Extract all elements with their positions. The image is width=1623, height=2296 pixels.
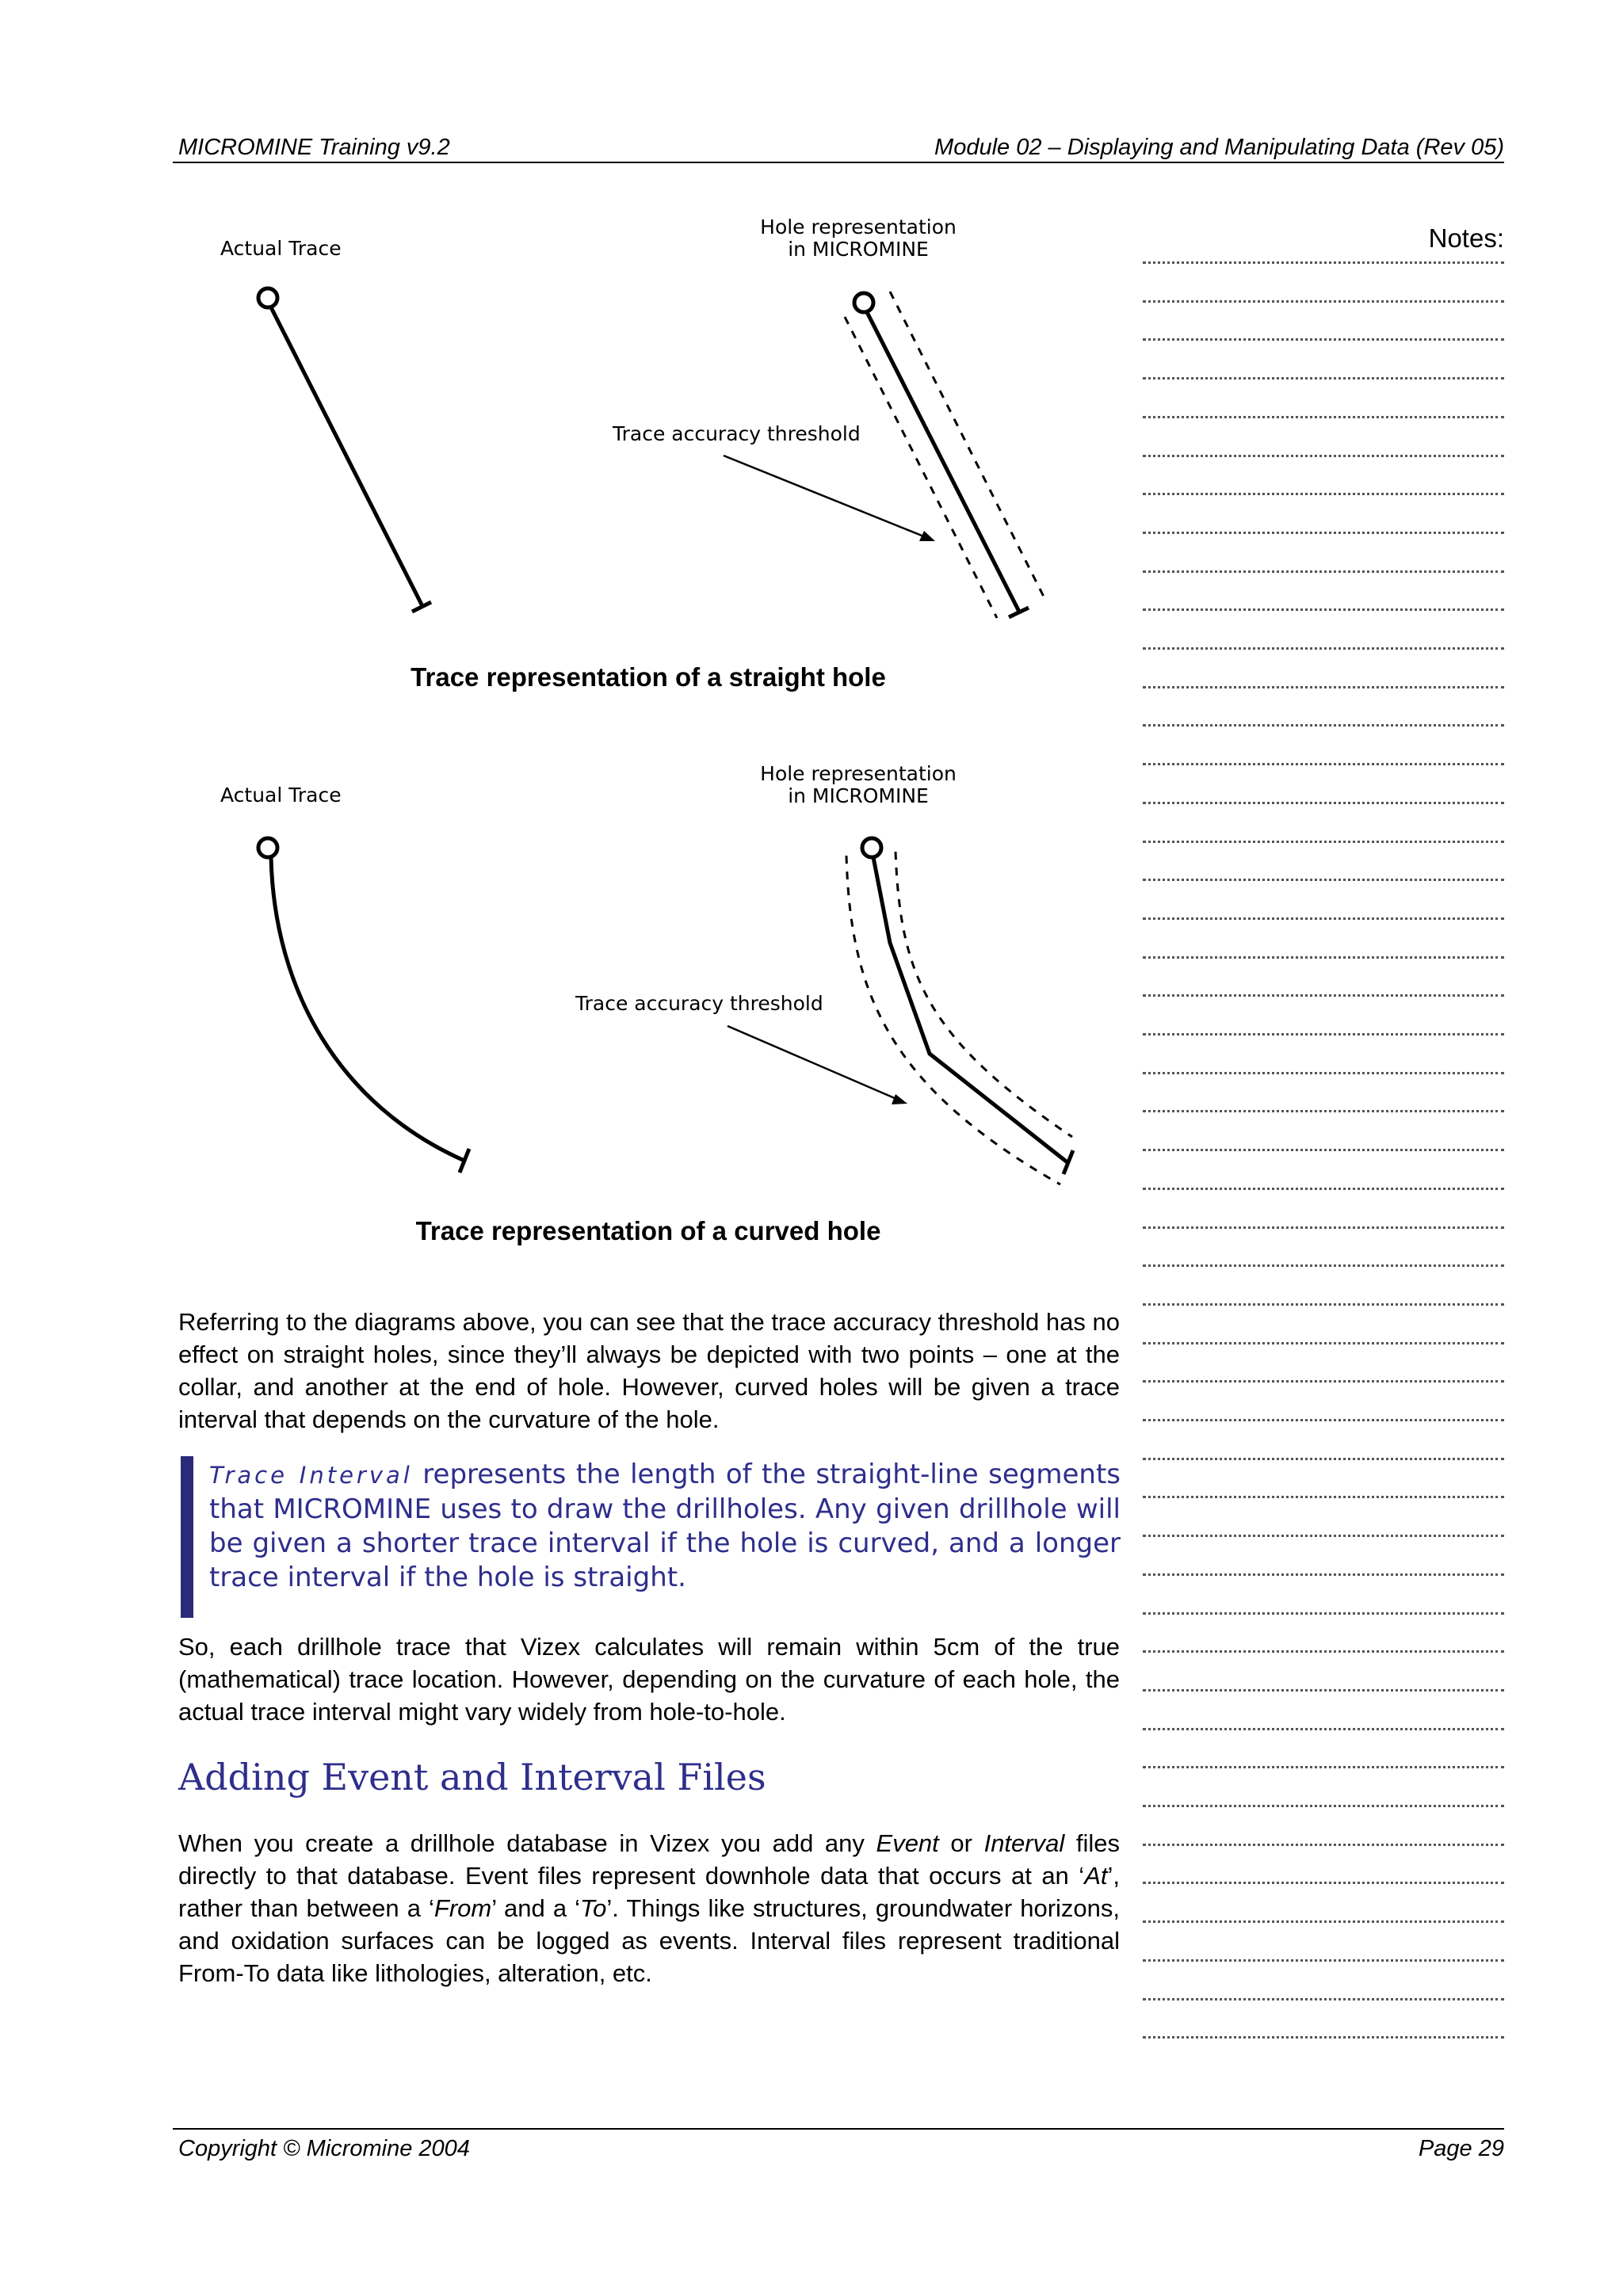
notes-line [1143,1264,1504,1267]
notes-line [1143,956,1504,959]
p3-event: Event [876,1829,939,1857]
notes-line [1143,1573,1504,1576]
p3-text-c: files directly to that database. Event files represent downhole data that occurs at an ‘ [178,1829,1120,1890]
p3-interval: Interval [983,1829,1065,1857]
notes-line [1143,1226,1504,1229]
notes-line [1143,994,1504,997]
notes-line [1143,1496,1504,1498]
curved-threshold-arrow [727,1026,907,1104]
straight-actual-label: Actual Trace [220,237,342,260]
notes-line [1143,763,1504,765]
notes-line [1143,1149,1504,1151]
notes-line [1143,1342,1504,1344]
curved-actual-trace [258,838,469,1173]
notes-line [1143,1419,1504,1421]
p3-text-e: ’ and a ‘ [491,1894,581,1922]
callout-text: represents the length of the straight-line segments that MICROMINE uses to draw the drillholes. Any given drillhole will be given a shorter trace interval if the hole is curved, and a longer trace interval if the hole is straight. [209,1459,1121,1593]
notes-line [1143,1110,1504,1112]
p3-at: At [1084,1862,1108,1890]
straight-threshold-arrow [724,456,935,541]
p3-from: From [433,1894,492,1922]
callout-bar [181,1456,193,1618]
notes-line [1143,1612,1504,1615]
notes-line [1143,608,1504,611]
paragraph-event-files [178,1827,1120,1989]
curved-actual-label: Actual Trace [220,784,342,807]
curved-hole-label-2: in MICROMINE [788,784,929,807]
straight-caption: Trace representation of a straight hole [411,662,886,692]
notes-line [1143,1998,1504,2000]
notes-line [1143,1535,1504,1537]
callout-term: Trace Interval [209,1462,413,1489]
notes-line [1143,1805,1504,1807]
p3-text-a: When you create a drillhole database in Vizex you add any [178,1829,876,1857]
paragraph-threshold: Referring to the diagrams above, you can see that the trace accuracy threshold has no effect on straight holes, since they’ll always be depicted with two points – one at the collar, and another at the end of hole. However, curved holes will be given a trace interval that depends on the curvature of the hole. [178,1308,1120,1433]
notes-line [1143,493,1504,495]
curved-hole-label-1: Hole representation [760,762,957,785]
notes-line [1143,1303,1504,1306]
curved-hole-diagram [173,753,1124,1196]
notes-line [1143,879,1504,881]
p3-to: To [580,1894,607,1922]
notes-line [1143,686,1504,688]
notes-line [1143,647,1504,650]
p3-text-b: or [938,1829,984,1857]
notes-line [1143,377,1504,379]
footer-rule [173,2128,1504,2130]
curved-micromine-trace [846,838,1073,1184]
notes-label: Notes: [1428,223,1504,253]
notes-line [1143,2036,1504,2039]
notes-line [1143,338,1504,341]
notes-line [1143,1844,1504,1846]
notes-line [1143,1458,1504,1460]
notes-line [1143,1188,1504,1190]
notes-line [1143,570,1504,573]
curved-threshold-label: Trace accuracy threshold [575,992,823,1015]
p3-text-f: ’. Things like structures, groundwater horizons, and oxidation surfaces can be logged as events. Interval files represent traditional From-To data like lithologies, alteration, etc. [178,1894,1120,1987]
straight-hole-label-2: in MICROMINE [788,238,929,261]
footer-page-number: Page 29 [1418,2136,1504,2161]
notes-line [1143,300,1504,303]
curved-caption: Trace representation of a curved hole [415,1216,881,1245]
notes-line [1143,724,1504,727]
straight-threshold-label: Trace accuracy threshold [613,422,861,445]
notes-line [1143,802,1504,804]
section-title: Adding Event and Interval Files [178,1756,766,1798]
straight-micromine-trace [845,292,1044,618]
notes-line [1143,1380,1504,1383]
notes-line [1143,1920,1504,1923]
notes-line [1143,1689,1504,1691]
header-rule [173,162,1504,163]
notes-lines [1143,254,1504,2060]
p3-text-d: ’, rather than between a ‘ [178,1862,1120,1922]
notes-line [1143,841,1504,843]
notes-line [1143,1650,1504,1653]
paragraph-vizex: So, each drillhole trace that Vizex calculates will remain within 5cm of the true (mathematical) trace location. However, depending on the curvature of each hole, the actual trace interval might vary widely from hole-to-hole. [178,1633,1120,1726]
notes-line [1143,532,1504,534]
header-module: Module 02 – Displaying and Manipulating Data (Rev 05) [934,135,1504,160]
header-title: MICROMINE Training v9.2 [178,135,450,160]
notes-line [1143,1882,1504,1884]
straight-actual-trace [258,288,431,612]
notes-line [1143,1072,1504,1074]
notes-line [1143,1033,1504,1035]
notes-line [1143,1766,1504,1768]
straight-hole-diagram [173,206,1124,634]
notes-line [1143,416,1504,418]
notes-line [1143,455,1504,457]
callout-trace-interval [209,1458,1121,1595]
notes-line [1143,1959,1504,1962]
straight-hole-label-1: Hole representation [760,215,957,238]
notes-line [1143,1728,1504,1730]
notes-line [1143,261,1504,264]
notes-line [1143,917,1504,920]
footer-copyright: Copyright © Micromine 2004 [178,2136,470,2161]
